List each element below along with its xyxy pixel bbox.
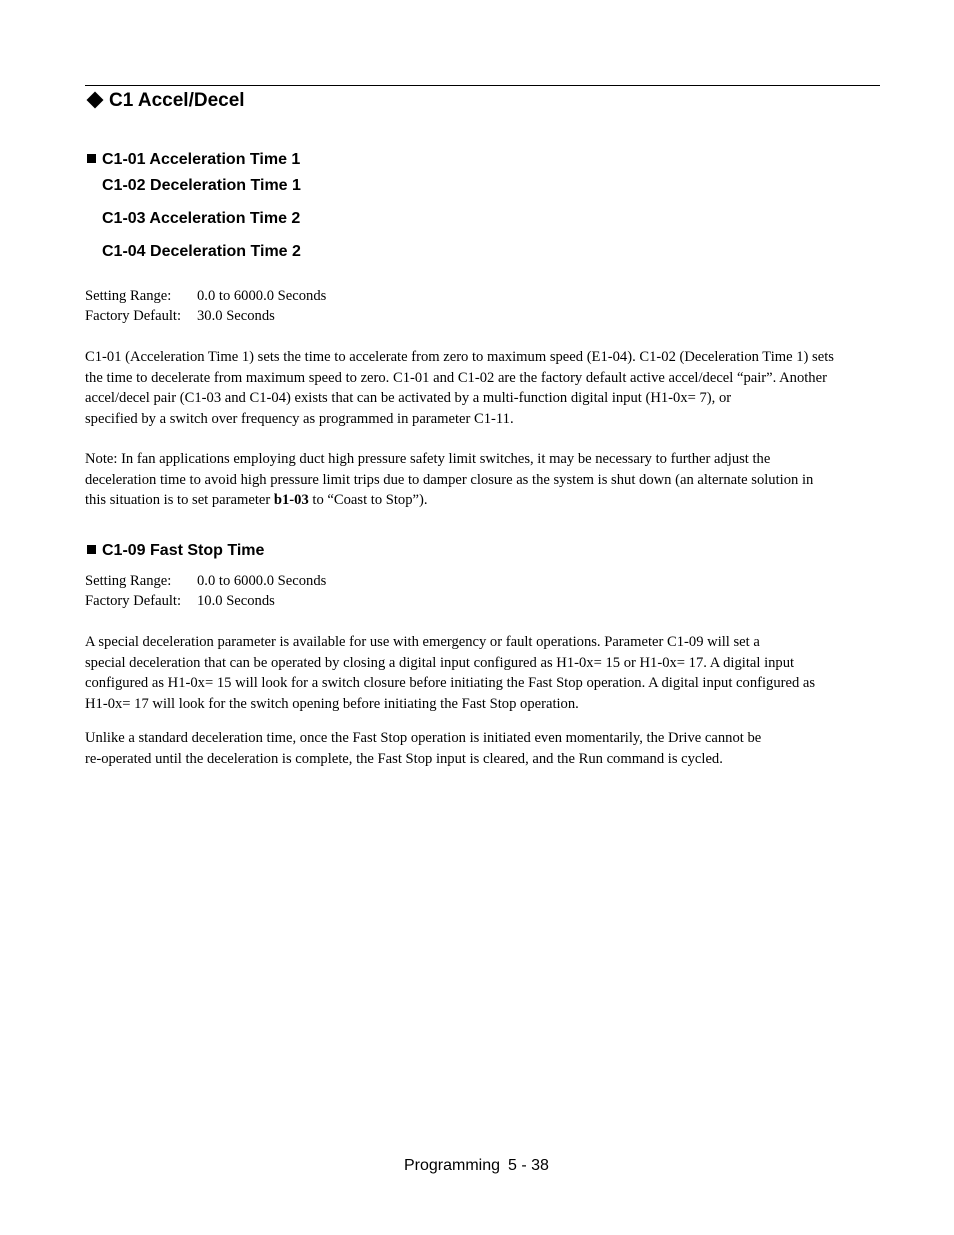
page-number: 5 - 38 xyxy=(508,1157,549,1174)
diamond-bullet-icon xyxy=(87,91,104,108)
square-bullet-icon xyxy=(87,545,96,554)
param-reference-b1-03: b1-03 xyxy=(273,492,309,508)
param-heading-c1-04: C1-04 Deceleration Time 2 xyxy=(102,243,301,260)
paragraph-fast-stop: A special deceleration parameter is available for use with emergency or fault operations. Parameter C1-09 will set a special deceleration that can be operated by closing a digital input configured as H1-0x= 15 or H1-0x= 17. A digital input configured as H1-0x= 15 will look for a switch closure before initiating the Fast Stop operation. A digital input configured as H1-0x= 17 will look for the switch opening before initiating the Fast Stop operation. xyxy=(85,634,816,712)
footer-section: Programming xyxy=(404,1157,501,1174)
paragraph-fast-stop-note: Unlike a standard deceleration time, once the Fast Stop operation is initiated even momentarily, the Drive cannot be re-operated until the deceleration is complete, the Fast Stop input is cleared, and the Run command is cycled. xyxy=(85,730,762,767)
param-heading-c1-02: C1-02 Deceleration Time 1 xyxy=(102,177,301,194)
settings-table-c1-09 xyxy=(85,571,326,611)
paragraph-accel-decel: C1-01 (Acceleration Time 1) sets the time to accelerate from zero to maximum speed (E1-04). C1-02 (Deceleration Time 1) sets the time to decelerate from maximum speed to zero. C1-01 and C1-02 are the factory default active accel/decel “pair”. Another accel/decel pair (C1-03 and C1-04) exists that can be activated by a multi-function digital input (H1-0x= 7), or specified by a switch over frequency as programmed in parameter C1-11. xyxy=(85,349,834,427)
paragraph-note: Note: In fan applications employing duct high pressure safety limit switches, it may be necessary to further adjust the deceleration time to avoid high pressure limit trips due to damper closure as the system is shut down (an alternate solution in this situation is to set parameter b1-03 to “Coast to Stop”). xyxy=(85,451,814,508)
settings-table-c1-01 xyxy=(85,286,326,326)
square-bullet-icon xyxy=(87,154,96,163)
page-footer xyxy=(404,1156,549,1176)
param-heading-c1-01: C1-01 Acceleration Time 1 xyxy=(87,150,300,170)
param-heading-c1-09: C1-09 Fast Stop Time xyxy=(87,541,264,561)
factory-default-row: Factory Default: 10.0 Seconds xyxy=(85,593,275,609)
setting-range-row: Setting Range: 0.0 to 6000.0 Seconds xyxy=(85,573,327,589)
header-rule xyxy=(85,85,880,86)
section-title: C1 Accel/Decel xyxy=(109,90,245,111)
setting-range-row: Setting Range: 0.0 to 6000.0 Seconds xyxy=(85,288,327,304)
factory-default-row: Factory Default: 30.0 Seconds xyxy=(85,308,275,324)
section-heading xyxy=(85,89,245,113)
param-heading-c1-03: C1-03 Acceleration Time 2 xyxy=(102,210,301,227)
